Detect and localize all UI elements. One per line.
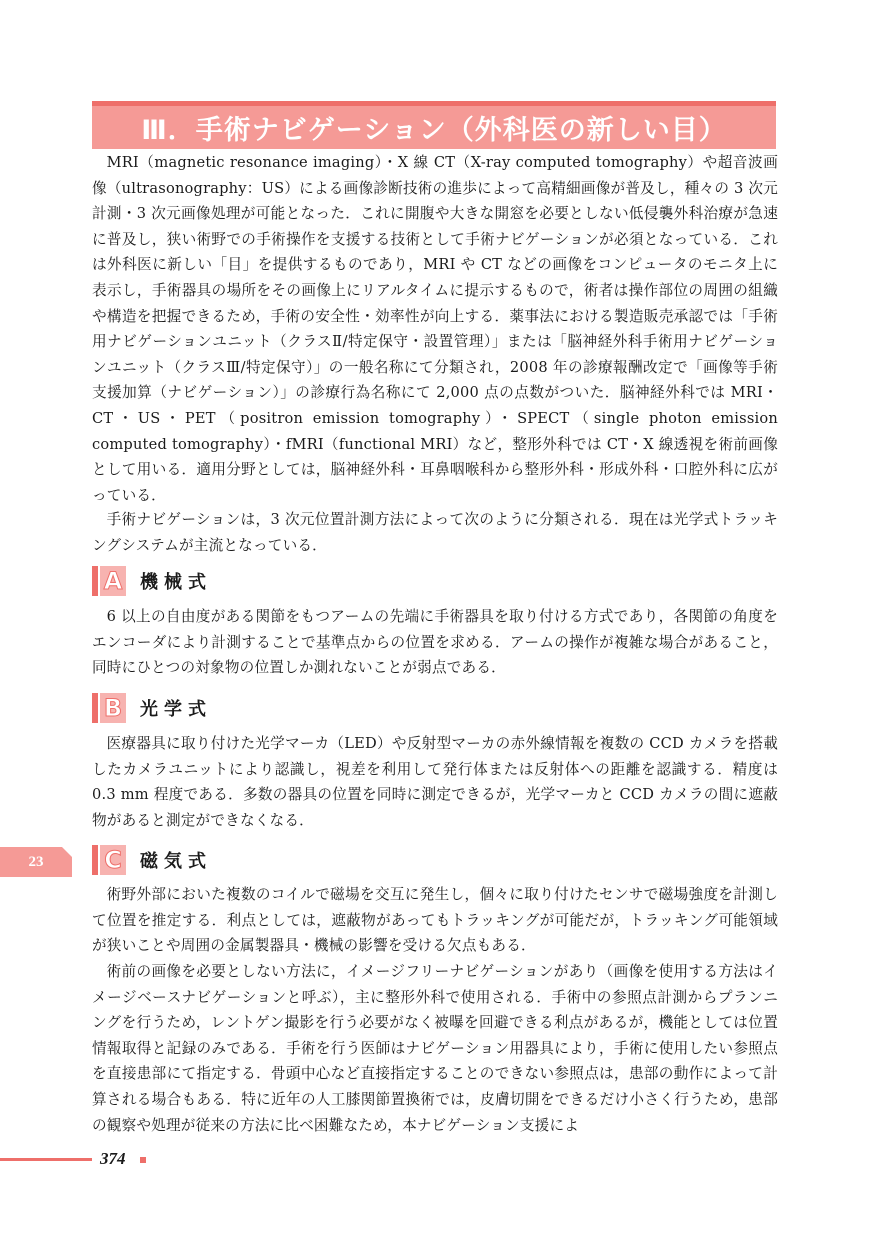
section-a-badge xyxy=(92,566,126,596)
section-c-body-2: 術前の画像を必要としない方法に，イメージフリーナビゲーションがあり（画像を使用する方法はイメージベースナビゲーションと呼ぶ），主に整形外科で使用される．手術中の参照点計測からプランニングを行うため，レントゲン撮影を行う必要がなく被曝を回避できる利点があるが，機能としては位置情報取得と記録のみである．手術を行う医師はナビゲーション用器具により，手術に使用したい参照点を直接患部にて指定する．骨頭中心など直接指定することのできない参照点は，患部の動作によって計算される場合もある．特に近年の人工膝関節置換術では，皮膚切開をできるだけ小さく行うため，患部の観察や処理が従来の方法に比べ困難なため，本ナビゲーション支援によ xyxy=(92,963,778,1134)
section-c-letter: C xyxy=(104,846,122,874)
section-c-title: 磁気式 xyxy=(140,851,212,872)
section-a-heading xyxy=(92,566,212,596)
section-b-heading xyxy=(92,693,212,723)
section-c-body: 術野外部においた複数のコイルで磁場を交互に発生し，個々に取り付けたセンサで磁場強度を計測して位置を推定する．利点としては，遮蔽物があってもトラッキングが可能だが，トラッキング可能領域が狭いことや周囲の金属製器具・機械の影響を受ける欠点もある． xyxy=(92,886,778,955)
section-c-heading xyxy=(92,845,212,875)
intro-paragraph-2: 手術ナビゲーションは，3 次元位置計測方法によって次のように分類される．現在は光学式トラッキングシステムが主流となっている． xyxy=(92,511,778,554)
chapter-title-banner xyxy=(92,101,776,149)
side-tab-number: 23 xyxy=(28,853,44,870)
section-c-badge xyxy=(92,845,126,875)
section-b-title: 光学式 xyxy=(140,699,212,720)
section-b-body: 医療器具に取り付けた光学マーカ（LED）や反射型マーカの赤外線情報を複数の CCD カメラを搭載したカメラユニットにより認識し，視差を利用して発行体または反射体への距離を認識する．精度は 0.3 mm 程度である．多数の器具の位置を同時に測定できるが，光学マーカと CCD カメラの間に遮蔽物があると測定ができなくなる． xyxy=(92,735,778,829)
section-a-body: 6 以上の自由度がある関節をもつアームの先端に手術器具を取り付ける方式であり，各関節の角度をエンコーダにより計測することで基準点からの位置を求める．アームの操作が複雑な場合があること，同時にひとつの対象物の位置しか測れないことが弱点である． xyxy=(92,608,778,677)
page-number: 374 xyxy=(100,1149,126,1168)
section-b-badge xyxy=(92,693,126,723)
footer-square-mark xyxy=(140,1157,146,1163)
side-page-tab xyxy=(0,847,72,877)
intro-paragraph-1: MRI（magnetic resonance imaging）・X 線 CT（X-ray computed tomography）や超音波画像（ultrasonography：US）による画像診断技術の進歩によって高精細画像が普及し，種々の 3 次元計測・3 次元画像処理が可能となった．これに開腹や大きな開窓を必要としない低侵襲外科治療が急速に普及し，狭い術野での手術操作を支援する技術として手術ナビゲーションが必須となっている．これは外科医に新しい「目」を提供するものであり，MRI や CT などの画像をコンピュータのモニタ上に表示し，手術器具の場所をその画像上にリアルタイムに提示するもので，術者は操作部位の周囲の組織や構造を把握できるため，手術の安全性・効率性が向上する．薬事法における製造販売承認では「手術用ナビゲーションユニット（クラスⅡ/特定保守・設置管理）」または「脳神経外科手術用ナビゲーションユニット（クラスⅢ/特定保守）」の一般名称にて分類され，2008 年の診療報酬改定で「画像等手術支援加算（ナビゲーション）」の診療行為名称にて 2,000 点の点数がついた．脳神経外科では MRI・CT・US・PET（positron emission tomography）・SPECT（single photon emission computed tomography）・fMRI（functional MRI）など，整形外科では CT・X 線透視を術前画像として用いる．適用分野としては，脳神経外科・耳鼻咽喉科から整形外科・形成外科・口腔外科に広がっている． xyxy=(92,154,778,504)
section-b-letter: B xyxy=(103,694,123,722)
section-a-letter: A xyxy=(103,567,123,595)
page-title: Ⅲ．手術ナビゲーション（外科医の新しい目） xyxy=(141,115,727,146)
footer-rule xyxy=(0,1158,92,1161)
section-a-title: 機械式 xyxy=(140,572,212,593)
